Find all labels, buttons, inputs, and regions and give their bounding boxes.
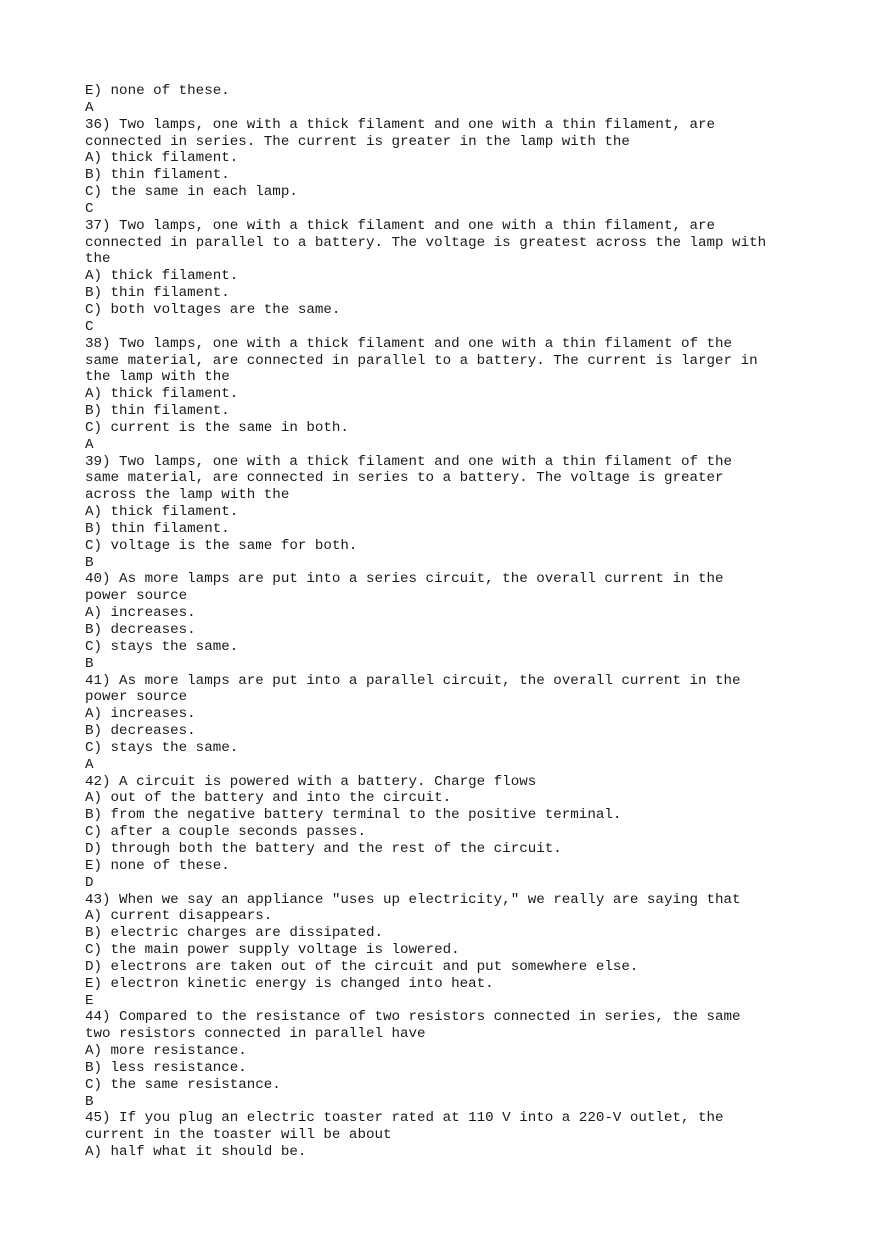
text-line: A) thick filament. [85, 150, 239, 167]
text-line: 37) Two lamps, one with a thick filament and one with a thin filament, are [85, 217, 716, 234]
text-line: A [85, 756, 94, 773]
text-line: same material, are connected in series to a battery. The voltage is greater [85, 470, 724, 487]
text-line: B) thin filament. [85, 403, 230, 420]
text-line: two resistors connected in parallel have [85, 1026, 426, 1043]
document-page [85, 83, 865, 1161]
text-line: B [85, 554, 94, 571]
text-line: E) none of these. [85, 857, 230, 874]
text-line: C) voltage is the same for both. [85, 537, 358, 554]
text-line: E [85, 992, 94, 1009]
text-line: A) thick filament. [85, 386, 239, 403]
text-line: C) the same in each lamp. [85, 184, 298, 201]
text-line: 45) If you plug an electric toaster rated at 110 V into a 220-V outlet, the [85, 1110, 724, 1127]
text-line: B) thin filament. [85, 167, 230, 184]
text-line: B) decreases. [85, 622, 196, 638]
text-line: B) decreases. [85, 723, 196, 740]
text-line: D) electrons are taken out of the circuit and put somewhere else. [85, 958, 639, 975]
text-line: 44) Compared to the resistance of two resistors connected in series, the same [85, 1009, 741, 1026]
text-line: 41) As more lamps are put into a parallel circuit, the overall current in the [85, 672, 741, 689]
text-line: A) thick filament. [85, 268, 239, 285]
text-line: B) less resistance. [85, 1059, 247, 1076]
text-line: 43) When we say an appliance "uses up electricity," we really are saying that [85, 891, 741, 908]
text-line: power source [85, 588, 188, 605]
text-line: A) thick filament. [85, 504, 239, 521]
text-line: B) thin filament. [85, 285, 230, 302]
text-line: E) electron kinetic energy is changed into heat. [85, 975, 494, 992]
text-line: A) half what it should be. [85, 1144, 307, 1161]
text-line: C) current is the same in both. [85, 419, 349, 436]
text-line: A [85, 99, 94, 116]
text-line: C [85, 200, 94, 217]
text-line: connected in series. The current is greater in the lamp with the [85, 133, 630, 150]
text-line: C [85, 318, 94, 335]
text-line: A) increases. [85, 706, 196, 723]
text-line: A) current disappears. [85, 908, 273, 925]
text-line: A) out of the battery and into the circuit. [85, 790, 452, 807]
text-line: C) the main power supply voltage is lowered. [85, 942, 460, 959]
text-line: A [85, 436, 94, 453]
text-line: C) stays the same. [85, 638, 239, 655]
text-line: 39) Two lamps, one with a thick filament and one with a thin filament of the [85, 453, 733, 470]
text-line: C) after a couple seconds passes. [85, 824, 366, 841]
text-line: E) none of these. [85, 83, 230, 99]
text-line: C) stays the same. [85, 739, 239, 756]
text-line: connected in parallel to a battery. The voltage is greatest across the lamp with [85, 234, 767, 251]
text-line: the lamp with the [85, 369, 230, 386]
text-line: B) thin filament. [85, 520, 230, 537]
text-line: same material, are connected in parallel to a battery. The current is larger in [85, 352, 758, 369]
text-line: B [85, 655, 94, 672]
text-line: B) from the negative battery terminal to the positive terminal. [85, 807, 622, 824]
text-line: D) through both the battery and the rest of the circuit. [85, 840, 562, 857]
text-line: C) both voltages are the same. [85, 301, 341, 318]
text-line: 40) As more lamps are put into a series circuit, the overall current in the [85, 571, 724, 588]
text-line: 38) Two lamps, one with a thick filament and one with a thin filament of the [85, 335, 733, 352]
text-line: B [85, 1093, 94, 1110]
text-line: power source [85, 689, 188, 706]
text-line: A) more resistance. [85, 1043, 247, 1060]
text-line: 36) Two lamps, one with a thick filament and one with a thin filament, are [85, 116, 716, 133]
text-line: B) electric charges are dissipated. [85, 925, 383, 942]
text-line: A) increases. [85, 605, 196, 622]
text-line: across the lamp with the [85, 487, 290, 504]
text-line: the [85, 251, 111, 268]
text-line: D [85, 874, 94, 891]
text-line: current in the toaster will be about [85, 1127, 392, 1144]
text-line: 42) A circuit is powered with a battery. Charge flows [85, 773, 537, 790]
text-line: C) the same resistance. [85, 1076, 281, 1093]
